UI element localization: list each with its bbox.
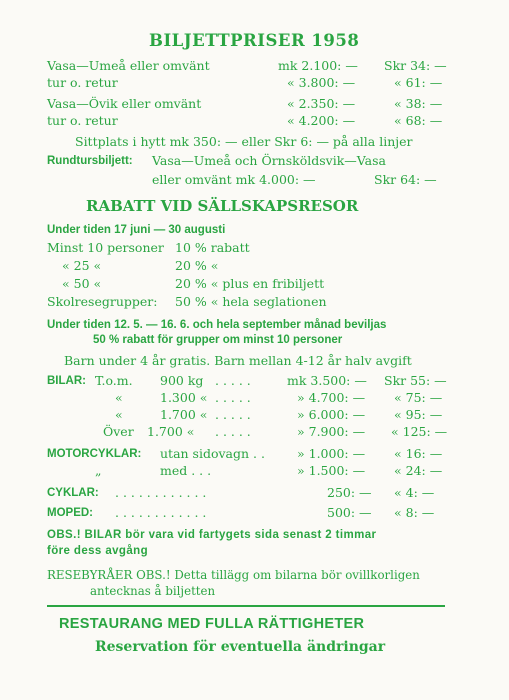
moto-ditto: „ (95, 463, 102, 478)
moto-label: MOTORCYKLAR: (47, 448, 142, 460)
moped-skr: « 8: — (394, 505, 435, 520)
bilar-row-dots: . . . . . (215, 390, 251, 405)
price-row-skr: « 61: — (394, 75, 443, 90)
price-row-skr: « 68: — (394, 113, 443, 128)
cyklar-label: CYKLAR: (47, 487, 99, 499)
restaurang-heading: RESTAURANG MED FULLA RÄTTIGHETER (59, 616, 365, 632)
rabatt-row-a: Minst 10 personer (47, 240, 164, 255)
rabatt-row-b: 50 % « hela seglationen (175, 294, 327, 309)
bilar-row-weight: 1.700 « (160, 407, 208, 422)
barn-note: Barn under 4 år gratis. Barn mellan 4-12 år halv avgift (64, 353, 412, 368)
rundtur-skr: Skr 64: — (374, 172, 437, 187)
bilar-row-skr: « 75: — (394, 390, 443, 405)
rundtur-label: Rundtursbiljett: (47, 155, 133, 167)
bilar-row-dots: . . . . . (215, 373, 251, 388)
price-row-mk: « 2.350: — (287, 96, 356, 111)
rabatt-row-b: 20 % « plus en fribiljett (175, 276, 325, 291)
rundtur-line2: eller omvänt mk 4.000: — (152, 172, 316, 187)
moped-label: MOPED: (47, 507, 93, 519)
bilar-row-mk: » 4.700: — (297, 390, 366, 405)
rabatt-row-b: 10 % rabatt (175, 240, 250, 255)
moto-row: med . . . (160, 463, 212, 478)
bilar-row-mk: mk 3.500: — (287, 373, 367, 388)
price-row-mk: mk 2.100: — (278, 58, 358, 73)
bilar-row-dots: . . . . . (215, 424, 251, 439)
divider (47, 605, 445, 607)
sittplats-note: Sittplats i hytt mk 350: — eller Skr 6: — på alla linjer (75, 134, 413, 149)
rabatt-period2: Under tiden 12. 5. — 16. 6. och hela september månad beviljas (47, 319, 387, 331)
reservation-note: Reservation för eventuella ändringar (95, 639, 386, 655)
obs-note: före dess avgång (47, 545, 148, 557)
rabatt-period: Under tiden 17 juni — 30 augusti (47, 224, 226, 236)
moped-dots: . . . . . . . . . . . . (115, 505, 207, 520)
moto-row-mk: » 1.000: — (297, 446, 366, 461)
resebyraer-note: antecknas å biljetten (90, 584, 216, 598)
bilar-row-mk: » 6.000: — (297, 407, 366, 422)
resebyraer-note: RESEBYRÅER OBS.! Detta tillägg om bilarna bör ovillkorligen (47, 568, 420, 582)
rabatt-row-a: « 25 « (62, 258, 102, 273)
price-row-mk: « 4.200: — (287, 113, 356, 128)
price-row-skr: Skr 34: — (384, 58, 447, 73)
rabatt-period2: 50 % rabatt för grupper om minst 10 personer (93, 334, 343, 346)
moped-mk: 500: — (327, 505, 372, 520)
price-row-label: Vasa—Umeå eller omvänt (47, 58, 210, 73)
bilar-row-skr: Skr 55: — (384, 373, 447, 388)
moto-row-mk: » 1.500: — (297, 463, 366, 478)
rabatt-row-a: « 50 « (62, 276, 102, 291)
page-title: BILJETTPRISER 1958 (149, 31, 360, 50)
bilar-row-a: « (115, 390, 123, 405)
obs-note: OBS.! BILAR bör vara vid fartygets sida senast 2 timmar (47, 529, 377, 541)
rabatt-heading: RABATT VID SÄLLSKAPSRESOR (86, 197, 359, 215)
cyklar-mk: 250: — (327, 485, 372, 500)
bilar-row-skr: « 125: — (391, 424, 448, 439)
rundtur-route: Vasa—Umeå och Örnsköldsvik—Vasa (152, 153, 386, 168)
moto-row-skr: « 24: — (394, 463, 443, 478)
price-row-label: tur o. retur (47, 75, 118, 90)
bilar-row-dots: . . . . . (215, 407, 251, 422)
bilar-row-weight: 1.700 « (147, 424, 195, 439)
bilar-row-a: « (115, 407, 123, 422)
bilar-row-a: Över (103, 424, 134, 439)
cyklar-dots: . . . . . . . . . . . . (115, 485, 207, 500)
price-row-mk: « 3.800: — (287, 75, 356, 90)
cyklar-skr: « 4: — (394, 485, 435, 500)
price-row-label: tur o. retur (47, 113, 118, 128)
rabatt-row-b: 20 % « (175, 258, 219, 273)
bilar-row-a: T.o.m. (95, 373, 133, 388)
moto-row-skr: « 16: — (394, 446, 443, 461)
price-row-label: Vasa—Övik eller omvänt (47, 96, 202, 111)
rabatt-row-a: Skolresegrupper: (47, 294, 158, 309)
bilar-row-mk: » 7.900: — (297, 424, 366, 439)
bilar-row-weight: 1.300 « (160, 390, 208, 405)
price-row-skr: « 38: — (394, 96, 443, 111)
bilar-label: BILAR: (47, 375, 86, 387)
bilar-row-weight: 900 kg (160, 373, 204, 388)
moto-row: utan sidovagn . . (160, 446, 265, 461)
bilar-row-skr: « 95: — (394, 407, 443, 422)
